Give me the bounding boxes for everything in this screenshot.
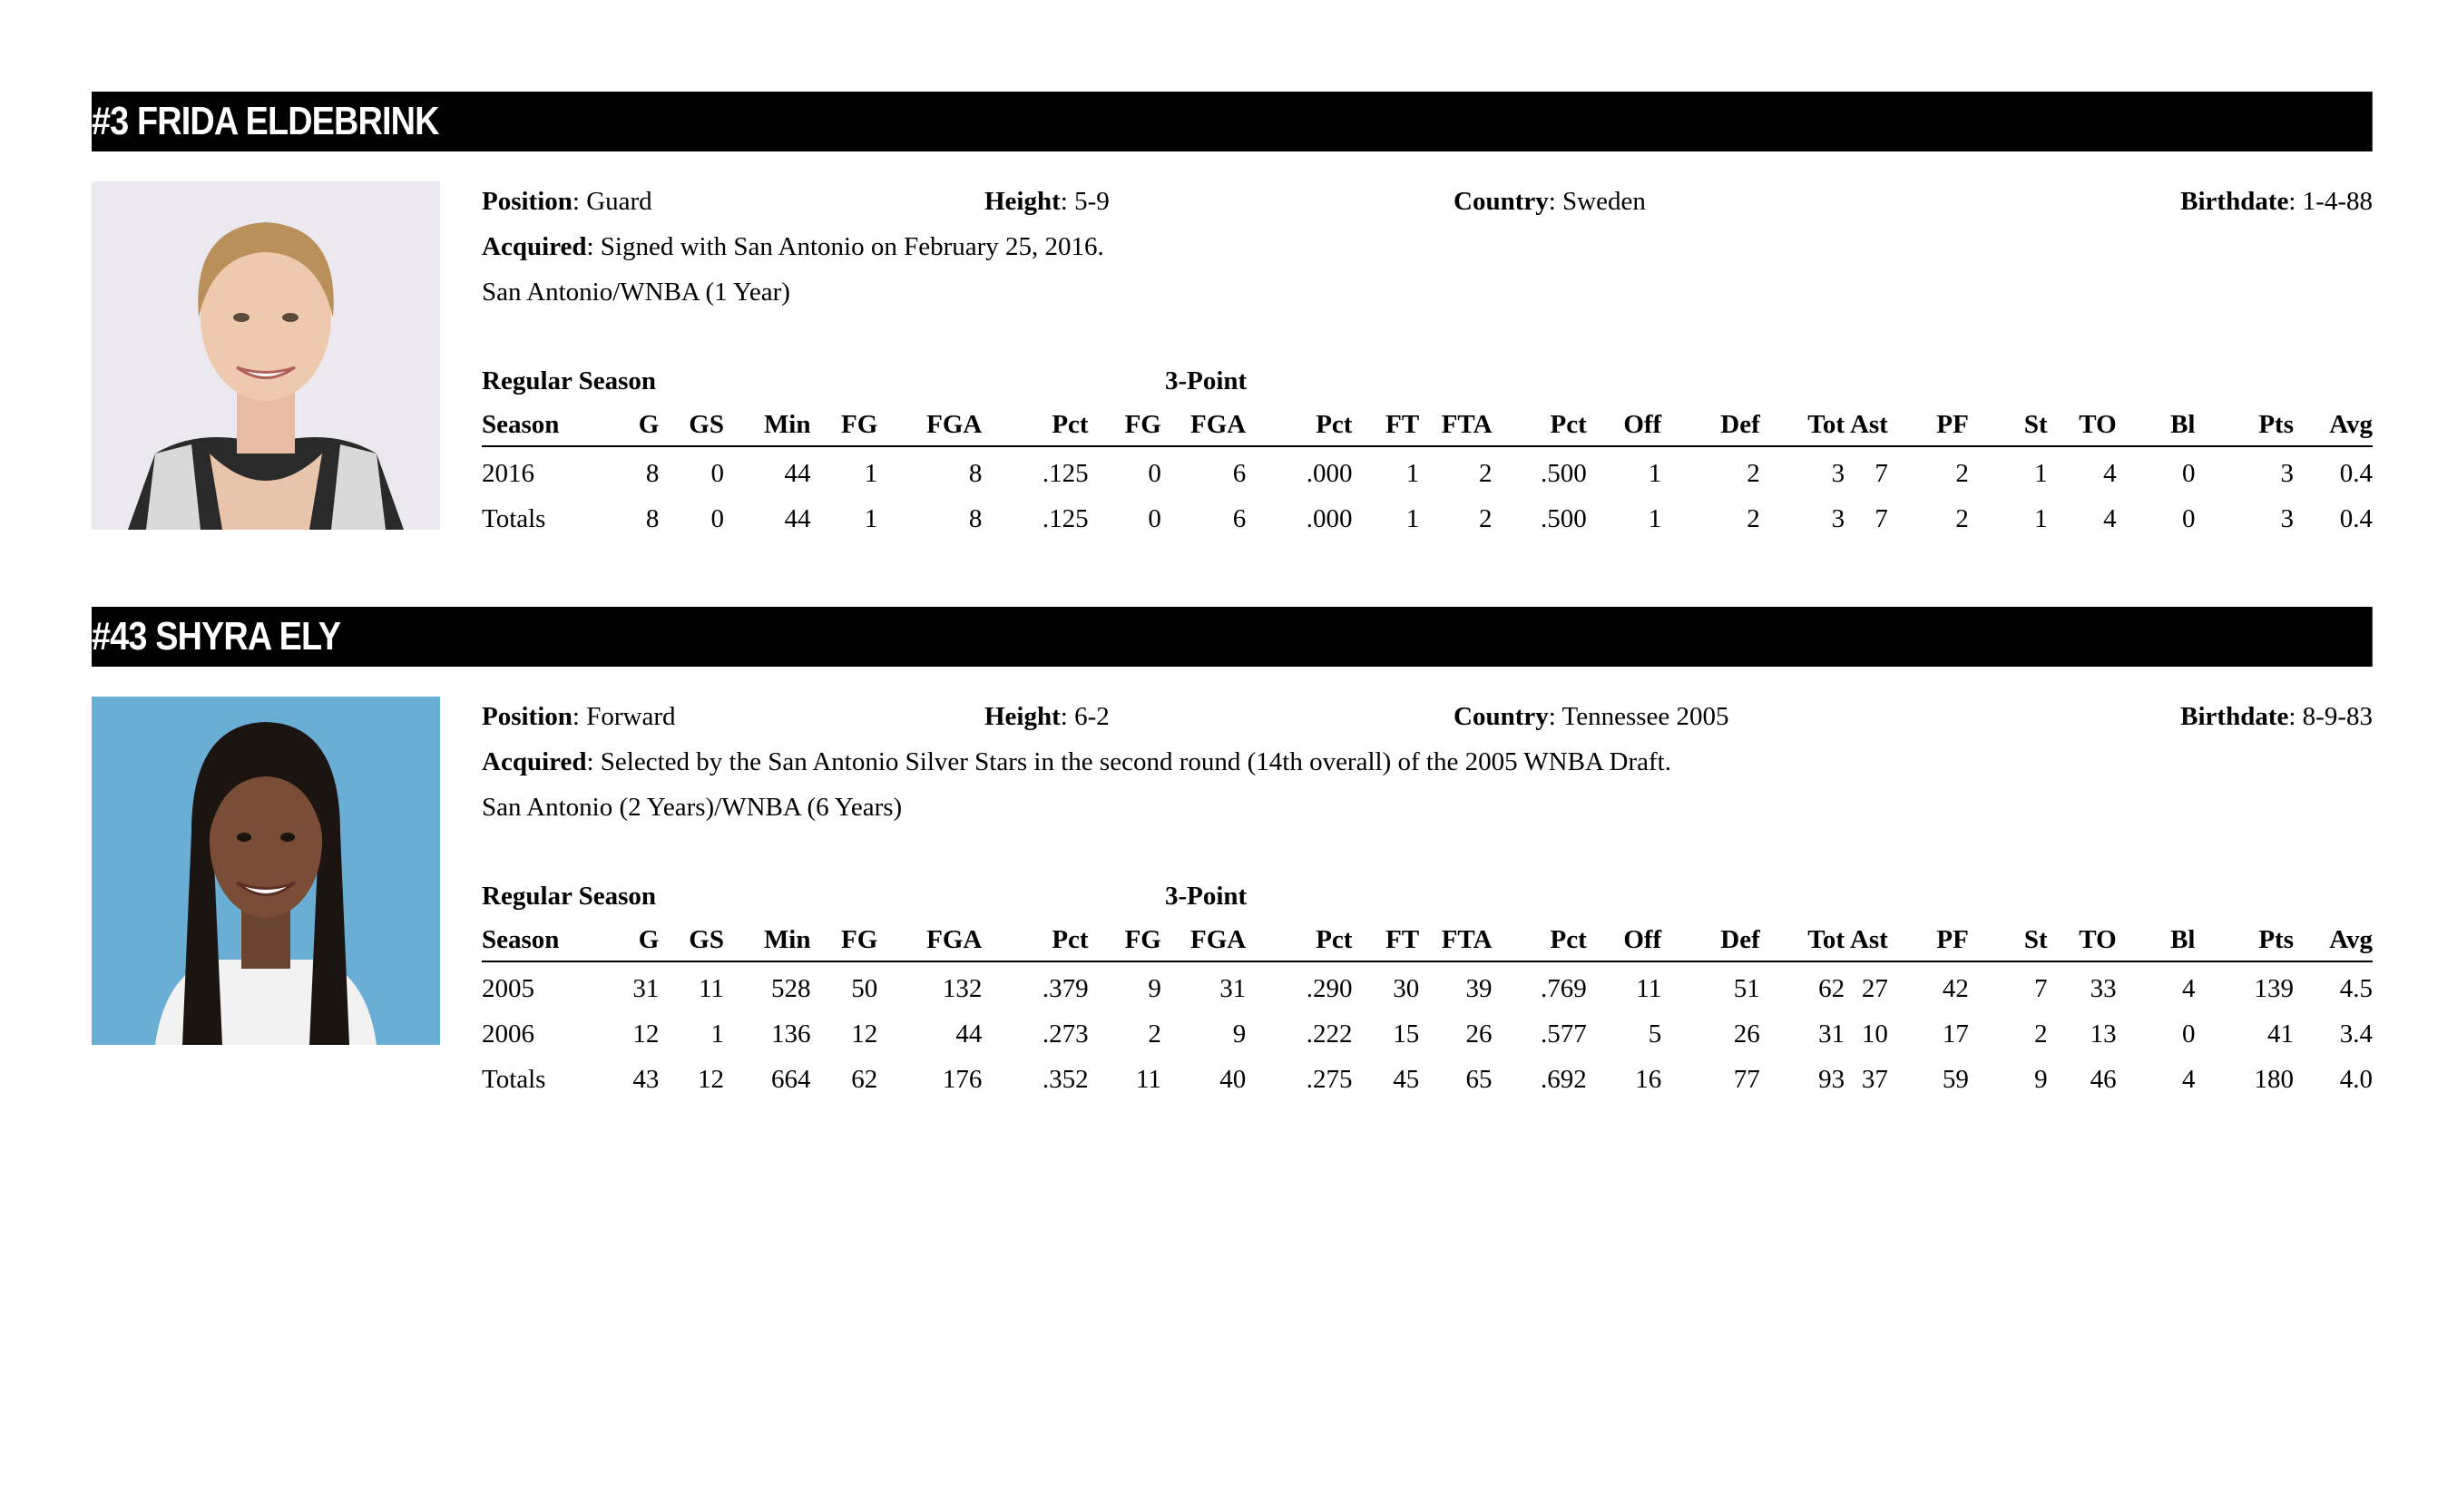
cell-pf: 2 xyxy=(1955,504,1969,533)
cell-fg: 62 xyxy=(851,1065,878,1094)
stats-title-row xyxy=(482,358,2373,404)
cell-season: 2006 xyxy=(482,1019,534,1049)
three-point-title: 3-Point xyxy=(1165,882,1248,911)
cell-def: 51 xyxy=(1733,974,1760,1003)
cell-ft: 15 xyxy=(1393,1019,1420,1049)
col-header-fg: FG xyxy=(811,404,878,446)
cell-season: 2005 xyxy=(482,974,534,1003)
table-row xyxy=(482,1011,2373,1057)
cell-ast: 7 xyxy=(1875,459,1888,488)
cell-fg-pct: .352 xyxy=(1042,1065,1089,1094)
col-header-3p-fg: FG xyxy=(1089,404,1161,446)
col-header-gs: GS xyxy=(659,404,724,446)
cell-off: 5 xyxy=(1648,1019,1662,1049)
cell-ft: 1 xyxy=(1405,459,1420,488)
col-header-ast: Ast xyxy=(1845,404,1888,446)
cell-bl: 0 xyxy=(2181,459,2196,488)
cell-bl: 0 xyxy=(2181,504,2196,533)
cell-st: 2 xyxy=(2034,1019,2048,1049)
cell-min: 528 xyxy=(771,974,811,1003)
cell-ft: 1 xyxy=(1405,504,1420,533)
cell-st: 1 xyxy=(2034,504,2048,533)
cell-g: 8 xyxy=(645,459,660,488)
col-header-to: TO xyxy=(2048,404,2117,446)
col-header-3p-pct: Pct xyxy=(1246,919,1352,961)
cell-gs: 12 xyxy=(697,1065,724,1094)
cell-st: 1 xyxy=(2034,459,2048,488)
cell-fg: 1 xyxy=(864,504,878,533)
col-header-ast: Ast xyxy=(1845,919,1888,961)
cell-3p-fga: 6 xyxy=(1232,459,1247,488)
cell-fga: 8 xyxy=(968,459,983,488)
player-photo-image xyxy=(92,697,440,1045)
cell-fta: 39 xyxy=(1465,974,1493,1003)
cell-def: 26 xyxy=(1733,1019,1760,1049)
cell-fga: 44 xyxy=(955,1019,983,1049)
cell-ft-pct: .692 xyxy=(1540,1065,1587,1094)
cell-ft-pct: .577 xyxy=(1540,1019,1587,1049)
cell-3p-pct: .275 xyxy=(1306,1065,1353,1094)
player-photo xyxy=(92,181,440,530)
col-header-to: TO xyxy=(2048,919,2117,961)
cell-fga: 176 xyxy=(942,1065,983,1094)
acquired-row: Acquired: Signed with San Antonio on February 25, 2016. xyxy=(482,232,1104,261)
cell-gs: 11 xyxy=(699,974,724,1003)
cell-3p-fga: 6 xyxy=(1232,504,1247,533)
col-header-g: G xyxy=(612,919,659,961)
bio-row xyxy=(482,179,2373,224)
col-header-def: Def xyxy=(1661,919,1760,961)
cell-off: 1 xyxy=(1648,504,1662,533)
cell-pts: 3 xyxy=(2280,459,2294,488)
cell-3p-fga: 31 xyxy=(1219,974,1247,1003)
cell-off: 11 xyxy=(1636,974,1662,1003)
cell-fta: 26 xyxy=(1465,1019,1493,1049)
cell-g: 43 xyxy=(632,1065,660,1094)
cell-to: 46 xyxy=(2090,1065,2117,1094)
cell-pts: 180 xyxy=(2254,1065,2294,1094)
col-header-ft-pct: Pct xyxy=(1493,919,1587,961)
cell-to: 13 xyxy=(2090,1019,2117,1049)
col-header-pts: Pts xyxy=(2195,404,2294,446)
player-photo-image xyxy=(92,181,440,530)
bio-row xyxy=(482,694,2373,739)
cell-def: 77 xyxy=(1733,1065,1760,1094)
cell-pf: 2 xyxy=(1955,459,1969,488)
cell-season: Totals xyxy=(482,504,546,533)
cell-ft: 30 xyxy=(1393,974,1420,1003)
col-header-season: Season xyxy=(482,404,612,446)
cell-def: 2 xyxy=(1747,459,1760,488)
cell-min: 44 xyxy=(784,504,811,533)
col-header-fga: FGA xyxy=(877,404,982,446)
col-header-avg: Avg xyxy=(2294,404,2373,446)
cell-fta: 2 xyxy=(1479,459,1493,488)
cell-min: 664 xyxy=(771,1065,811,1094)
player-name-header: #3 FRIDA ELDEBRINK xyxy=(92,92,2373,151)
player-info xyxy=(482,694,2373,830)
birthdate-field: Birthdate: 8-9-83 xyxy=(2180,702,2373,731)
cell-avg: 0.4 xyxy=(2339,504,2373,533)
cell-bl: 0 xyxy=(2181,1019,2196,1049)
stats-header-row xyxy=(482,404,2373,446)
cell-gs: 0 xyxy=(710,459,724,488)
col-header-pf: PF xyxy=(1888,919,1969,961)
stats-table xyxy=(482,919,2373,1102)
stats-title-row xyxy=(482,873,2373,919)
cell-fg: 1 xyxy=(864,459,878,488)
cell-tot: 3 xyxy=(1831,504,1845,533)
cell-3p-fg: 2 xyxy=(1148,1019,1161,1049)
col-header-pf: PF xyxy=(1888,404,1969,446)
cell-ft: 45 xyxy=(1393,1065,1420,1094)
col-header-ft-pct: Pct xyxy=(1493,404,1587,446)
cell-3p-fg: 11 xyxy=(1135,1065,1161,1094)
cell-3p-pct: .000 xyxy=(1306,459,1353,488)
col-header-off: Off xyxy=(1587,919,1661,961)
country-field: Country: Tennessee 2005 xyxy=(1454,702,1729,731)
cell-fg-pct: .379 xyxy=(1042,974,1089,1003)
cell-ft-pct: .500 xyxy=(1540,504,1587,533)
player-photo xyxy=(92,697,440,1045)
col-header-fta: FTA xyxy=(1419,919,1492,961)
cell-tot: 93 xyxy=(1818,1065,1845,1094)
col-header-fg: FG xyxy=(811,919,878,961)
cell-tot: 3 xyxy=(1831,459,1845,488)
cell-fg-pct: .125 xyxy=(1042,504,1089,533)
cell-3p-fga: 40 xyxy=(1219,1065,1247,1094)
cell-pf: 59 xyxy=(1942,1065,1969,1094)
cell-def: 2 xyxy=(1747,504,1760,533)
col-header-fg-pct: Pct xyxy=(982,919,1088,961)
table-row xyxy=(482,1057,2373,1102)
height-field: Height: 6-2 xyxy=(984,702,1110,731)
three-point-title: 3-Point xyxy=(1165,366,1248,395)
cell-tot: 62 xyxy=(1818,974,1845,1003)
cell-to: 33 xyxy=(2090,974,2117,1003)
col-header-tot: Tot xyxy=(1760,919,1845,961)
cell-ast: 27 xyxy=(1861,974,1888,1003)
height-field: Height: 5-9 xyxy=(984,187,1110,216)
position-field: Position: Guard xyxy=(482,187,652,216)
stats-block xyxy=(482,358,2373,541)
col-header-st: St xyxy=(1969,404,2048,446)
col-header-avg: Avg xyxy=(2294,919,2373,961)
cell-season: 2016 xyxy=(482,459,534,488)
table-row xyxy=(482,446,2373,496)
cell-gs: 0 xyxy=(710,504,724,533)
cell-pts: 41 xyxy=(2267,1019,2294,1049)
cell-pts: 3 xyxy=(2280,504,2294,533)
acquired-row: Acquired: Selected by the San Antonio Silver Stars in the second round (14th overall) of the 2005 WNBA Draft. xyxy=(482,747,1671,776)
col-header-gs: GS xyxy=(659,919,724,961)
cell-fg-pct: .125 xyxy=(1042,459,1089,488)
cell-3p-fg: 0 xyxy=(1148,459,1161,488)
cell-fta: 2 xyxy=(1479,504,1493,533)
cell-3p-pct: .290 xyxy=(1306,974,1353,1003)
experience-row: San Antonio (2 Years)/WNBA (6 Years) xyxy=(482,793,903,822)
col-header-tot: Tot xyxy=(1760,404,1845,446)
cell-avg: 4.5 xyxy=(2339,974,2373,1003)
cell-gs: 1 xyxy=(710,1019,724,1049)
cell-to: 4 xyxy=(2103,504,2117,533)
cell-off: 16 xyxy=(1635,1065,1662,1094)
experience-row: San Antonio/WNBA (1 Year) xyxy=(482,278,790,307)
country-field: Country: Sweden xyxy=(1454,187,1646,216)
cell-ast: 10 xyxy=(1861,1019,1888,1049)
stats-block xyxy=(482,873,2373,1102)
cell-ft-pct: .769 xyxy=(1540,974,1587,1003)
col-header-def: Def xyxy=(1661,404,1760,446)
cell-pts: 139 xyxy=(2254,974,2294,1003)
cell-g: 12 xyxy=(632,1019,660,1049)
col-header-3p-fga: FGA xyxy=(1161,919,1246,961)
regular-season-title: Regular Season xyxy=(482,882,657,911)
col-header-g: G xyxy=(612,404,659,446)
cell-3p-pct: .222 xyxy=(1306,1019,1353,1049)
cell-tot: 31 xyxy=(1818,1019,1845,1049)
cell-pf: 42 xyxy=(1942,974,1969,1003)
cell-st: 7 xyxy=(2034,974,2048,1003)
col-header-fga: FGA xyxy=(877,919,982,961)
birthdate-field: Birthdate: 1-4-88 xyxy=(2180,187,2373,216)
table-row xyxy=(482,496,2373,541)
col-header-st: St xyxy=(1969,919,2048,961)
cell-pf: 17 xyxy=(1942,1019,1969,1049)
stats-table xyxy=(482,404,2373,541)
cell-bl: 4 xyxy=(2181,1065,2196,1094)
col-header-ft: FT xyxy=(1352,919,1419,961)
position-field: Position: Forward xyxy=(482,702,676,731)
col-header-off: Off xyxy=(1587,404,1661,446)
cell-g: 8 xyxy=(645,504,660,533)
cell-avg: 3.4 xyxy=(2339,1019,2373,1049)
stats-header-row xyxy=(482,919,2373,961)
cell-season: Totals xyxy=(482,1065,546,1094)
col-header-fg-pct: Pct xyxy=(982,404,1088,446)
cell-ast: 37 xyxy=(1861,1065,1888,1094)
table-row xyxy=(482,961,2373,1011)
col-header-3p-pct: Pct xyxy=(1246,404,1352,446)
cell-min: 44 xyxy=(784,459,811,488)
player-info xyxy=(482,179,2373,315)
cell-3p-fg: 0 xyxy=(1148,504,1161,533)
col-header-bl: Bl xyxy=(2117,919,2196,961)
cell-fg: 50 xyxy=(851,974,878,1003)
cell-3p-fga: 9 xyxy=(1232,1019,1247,1049)
cell-off: 1 xyxy=(1648,459,1662,488)
cell-ft-pct: .500 xyxy=(1540,459,1587,488)
cell-st: 9 xyxy=(2034,1065,2048,1094)
regular-season-title: Regular Season xyxy=(482,366,657,395)
cell-g: 31 xyxy=(632,974,660,1003)
cell-min: 136 xyxy=(771,1019,811,1049)
col-header-ft: FT xyxy=(1352,404,1419,446)
cell-3p-pct: .000 xyxy=(1306,504,1353,533)
cell-to: 4 xyxy=(2103,459,2117,488)
col-header-bl: Bl xyxy=(2117,404,2196,446)
col-header-season: Season xyxy=(482,919,612,961)
col-header-pts: Pts xyxy=(2195,919,2294,961)
cell-fga: 132 xyxy=(942,974,983,1003)
player-section-eldebrink xyxy=(92,92,2373,533)
cell-fg-pct: .273 xyxy=(1042,1019,1089,1049)
cell-avg: 4.0 xyxy=(2339,1065,2373,1094)
cell-fta: 65 xyxy=(1465,1065,1493,1094)
col-header-3p-fga: FGA xyxy=(1161,404,1246,446)
col-header-fta: FTA xyxy=(1419,404,1492,446)
col-header-min: Min xyxy=(724,919,811,961)
cell-fga: 8 xyxy=(968,504,983,533)
cell-ast: 7 xyxy=(1875,504,1888,533)
cell-avg: 0.4 xyxy=(2339,459,2373,488)
col-header-3p-fg: FG xyxy=(1089,919,1161,961)
player-name-header: #43 SHYRA ELY xyxy=(92,607,2373,667)
cell-fg: 12 xyxy=(851,1019,878,1049)
cell-3p-fg: 9 xyxy=(1148,974,1161,1003)
player-section-ely xyxy=(92,607,2373,1094)
cell-bl: 4 xyxy=(2181,974,2196,1003)
col-header-min: Min xyxy=(724,404,811,446)
